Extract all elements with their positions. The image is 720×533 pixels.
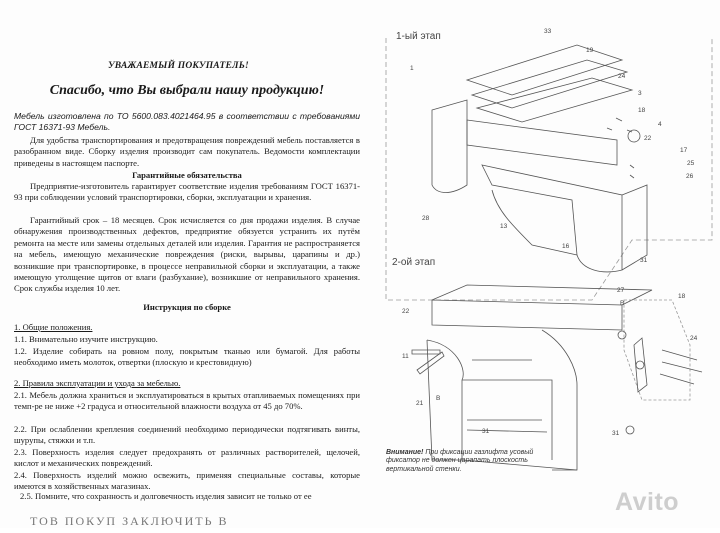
svg-text:B: B: [620, 300, 625, 307]
svg-text:11: 11: [402, 353, 409, 360]
avito-watermark: Avito: [615, 488, 680, 516]
next-page-text: ТОВ ПОКУП ЗАКЛЮЧИТЬ В: [30, 514, 229, 528]
assembly-title: Инструкция по сборке: [143, 302, 231, 312]
warranty-paragraph-2: Гарантийный срок – 18 месяцев. Срок исчисляется со дня продажи изделия. В случае обнаружения производственных дефектов, предприятие обязуется устранить их путём ремонта на месте или замены отдельных деталей или изделия. Гарантия не распространяется на мебель, имеющую механические повреждения (риски, вырывы, царапины и др.) возникшие при транспортировке, в процессе неправильной сборки и эксплуатации, а также имеющую утолщение щитов от влаги (разбухание), возникшие от неправильного хранения. Срок службы изделия 10 лет.: [14, 215, 360, 294]
item-2-2: 2.2. При ослаблении крепления соединений необходимо периодически подтягивать винты, шурупы, стяжки и т.п.: [14, 424, 360, 446]
svg-text:13: 13: [500, 223, 508, 230]
warranty-paragraph-1: Предприятие-изготовитель гарантирует соответствие изделия требованиям ГОСТ 16371-93 при соблюдении условий транспортировки, сборки, эксплуатации и хранения.: [14, 181, 360, 203]
warning-title: Внимание!: [386, 449, 424, 456]
svg-text:1: 1: [410, 65, 414, 72]
dear-customer-heading: УВАЖАЕМЫЙ ПОКУПАТЕЛЬ!: [108, 61, 249, 71]
section-1-general: 1. Общие положения.: [14, 322, 93, 332]
svg-text:28: 28: [422, 215, 430, 222]
section-2-care: 2. Правила эксплуатации и ухода за мебелью.: [14, 378, 181, 388]
svg-text:19: 19: [586, 47, 594, 54]
svg-text:31: 31: [640, 257, 648, 264]
svg-text:24: 24: [690, 335, 698, 342]
stage-2-label: 2-ой этап: [392, 257, 436, 268]
warning-text: При фиксации газлифта усовый фиксатор не должен царапать плоскость вертикальной стенки.: [386, 449, 534, 473]
item-2-1: 2.1. Мебель должна храниться и эксплуатироваться в крытых отапливаемых помещениях при темп-ре не ниже +2 градуса и относительной влажности воздуха от 45 до 70%.: [14, 390, 360, 412]
item-2-3: 2.3. Поверхность изделия следует предохранять от различных растворителей, щелочей, кислот и механических повреждений.: [14, 447, 360, 469]
svg-text:25: 25: [687, 160, 695, 167]
svg-text:31: 31: [612, 430, 620, 437]
warranty-title: Гарантийные обязательства: [132, 170, 242, 180]
svg-text:27: 27: [617, 287, 625, 294]
svg-text:18: 18: [678, 293, 686, 300]
transport-paragraph: Для удобства транспортирования и предотвращения повреждений мебель поставляется в разобранном виде. Сборку изделия производит сам покупатель. Ведомости комплектации приведены в настоящем паспорте.: [14, 135, 360, 168]
gaslift-warning: [386, 449, 556, 474]
stage-1-label: 1-ый этап: [396, 31, 441, 42]
svg-text:3: 3: [638, 90, 642, 97]
svg-text:26: 26: [686, 173, 694, 180]
svg-text:21: 21: [416, 400, 424, 407]
item-1-1: 1.1. Внимательно изучите инструкцию.: [14, 334, 158, 344]
svg-text:31: 31: [482, 428, 490, 435]
svg-text:4: 4: [658, 121, 662, 128]
svg-text:18: 18: [638, 107, 646, 114]
svg-text:22: 22: [644, 135, 652, 142]
svg-text:16: 16: [562, 243, 570, 250]
thanks-heading: Спасибо, что Вы выбрали нашу продукцию!: [49, 83, 325, 98]
svg-text:24: 24: [618, 73, 626, 80]
item-1-2: 1.2. Изделие собирать на ровном полу, покрытым тканью или бумагой. Для работы необходимо иметь молоток, отвертки (плоскую и крестовидную): [14, 346, 360, 368]
svg-text:33: 33: [544, 28, 552, 35]
standard-paragraph: Мебель изготовлена по ТО 5600.083.4021464.95 в соответствии с требованиями ГОСТ 16371-93 Мебель.: [14, 111, 360, 133]
svg-text:17: 17: [680, 147, 688, 154]
item-2-4: 2.4. Поверхность изделий можно освежить, применяя специальные составы, которые имеются в хозяйственных магазинах.: [14, 470, 360, 492]
svg-text:B: B: [436, 395, 441, 402]
item-2-5: 2.5. Помните, что сохранность и долговечность изделия зависит не только от ее: [20, 491, 312, 501]
svg-text:22: 22: [402, 308, 410, 315]
